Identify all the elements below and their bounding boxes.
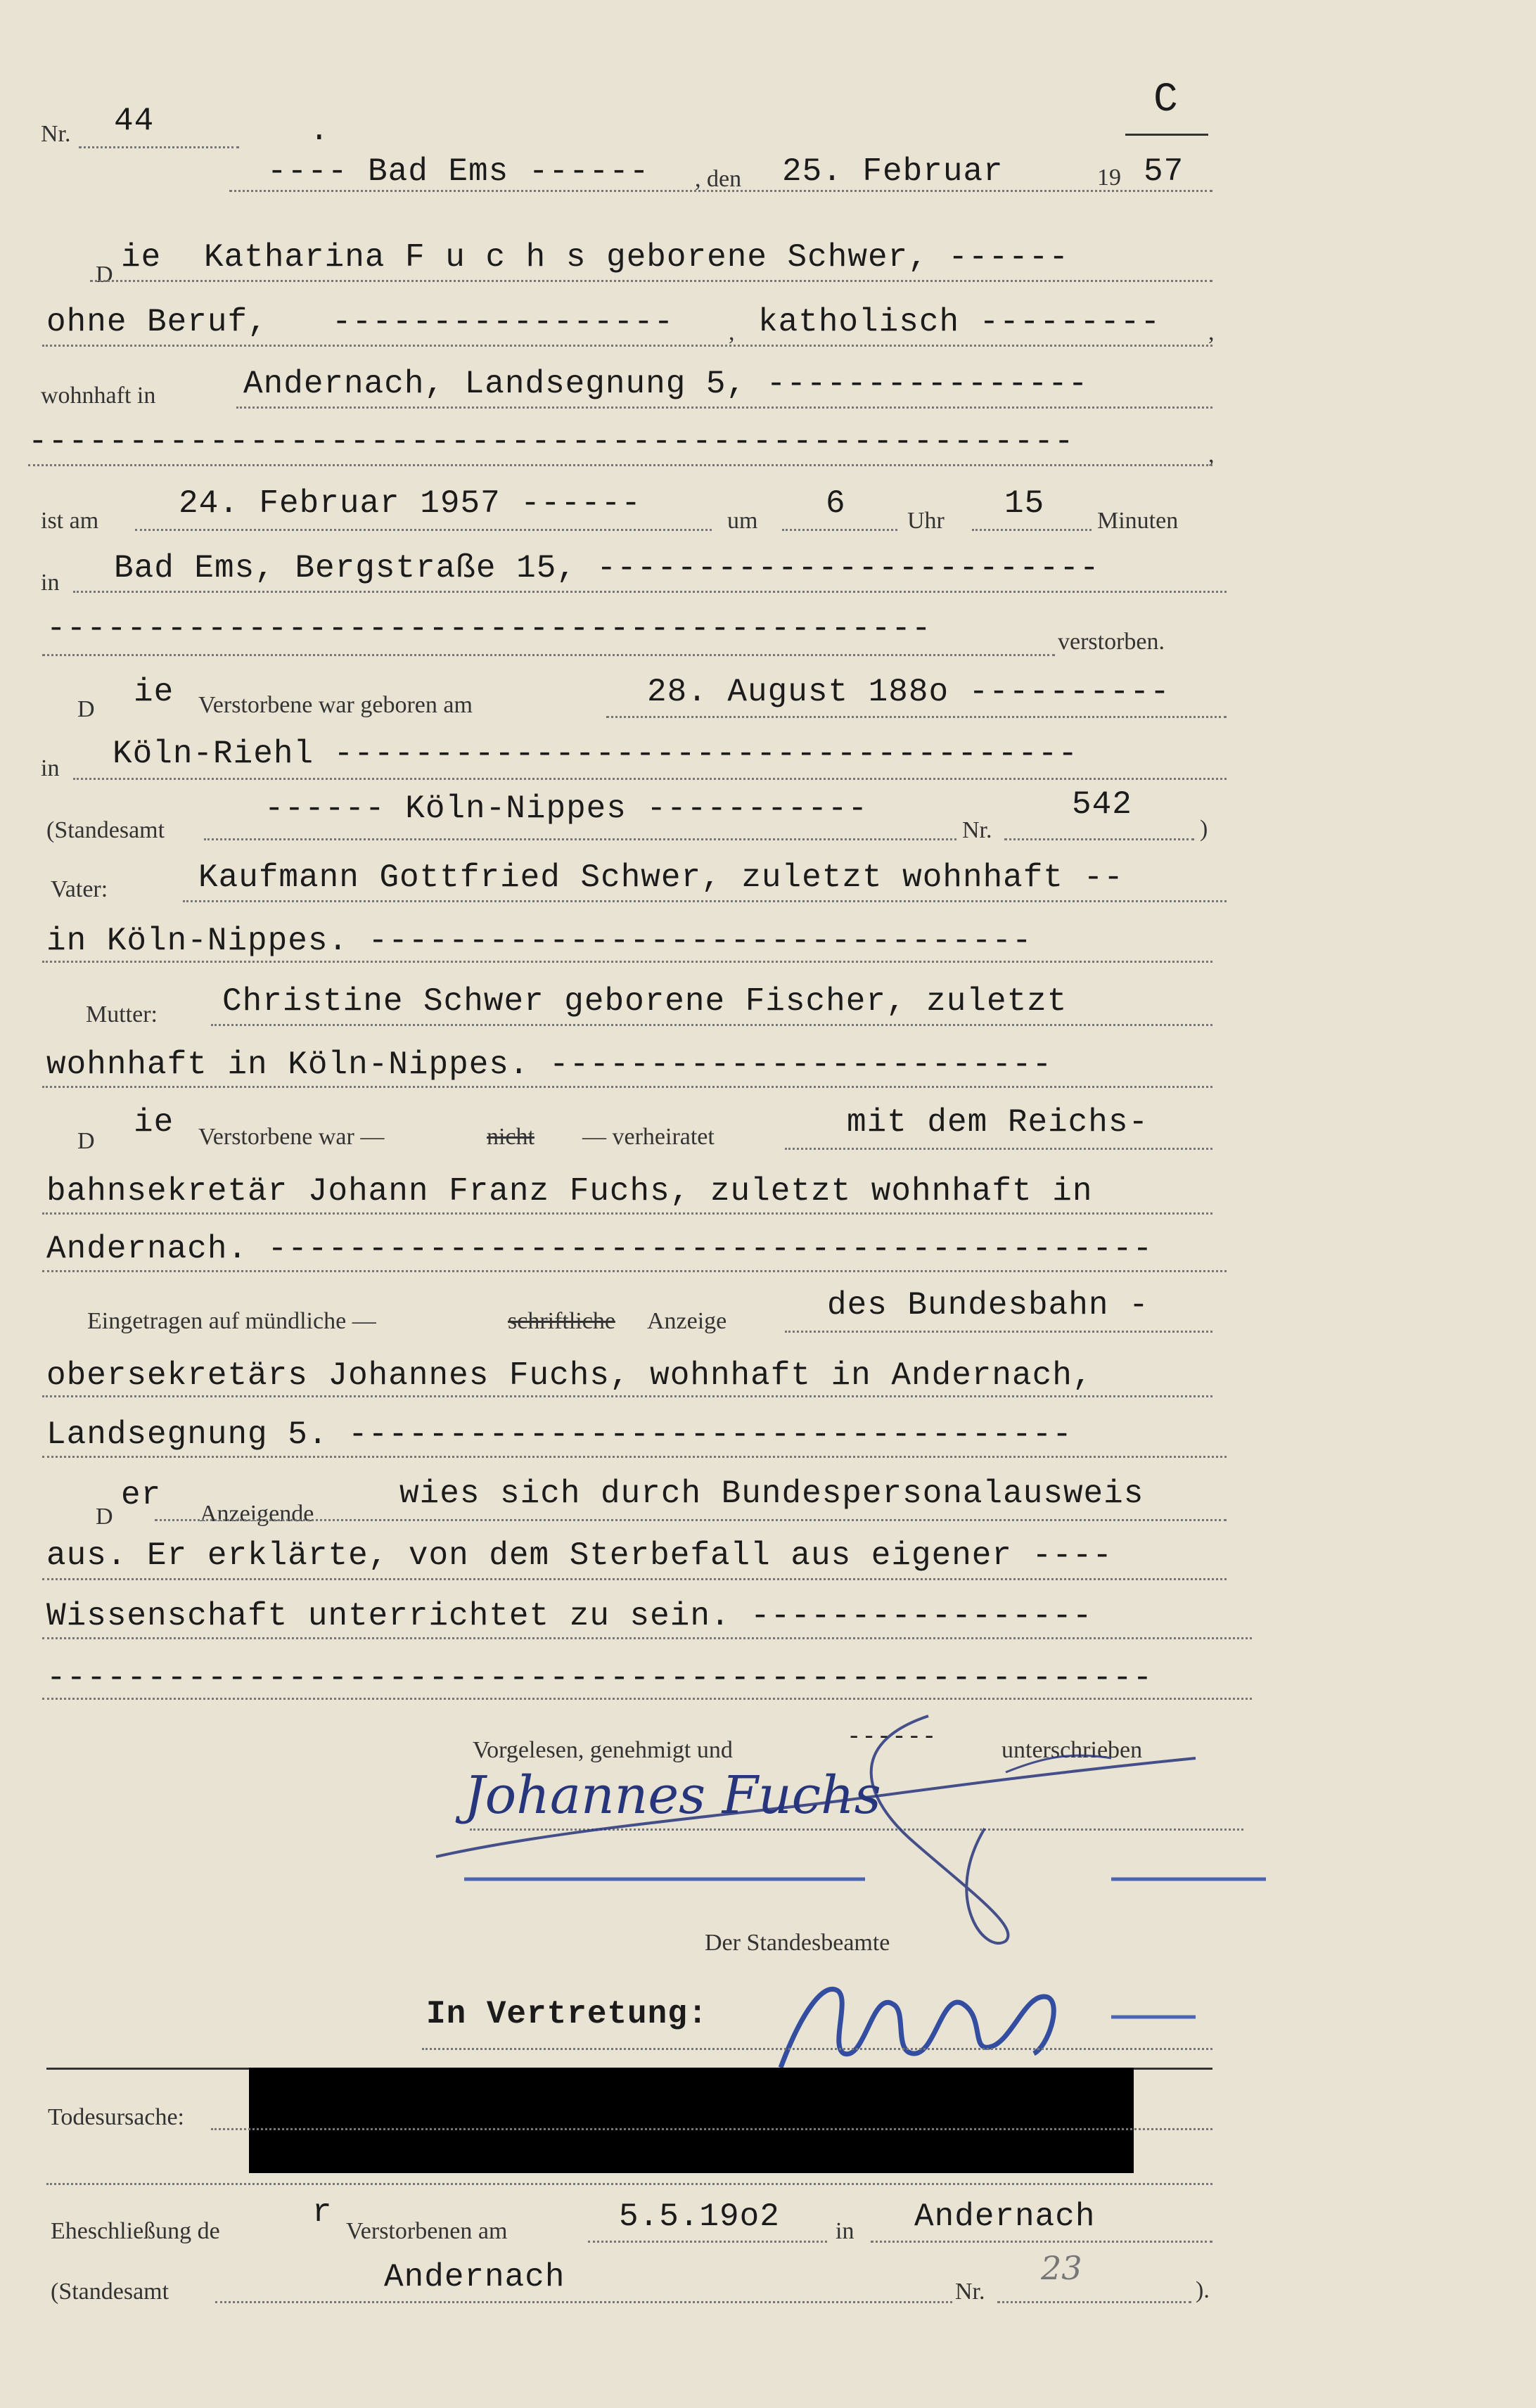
religion: katholisch --------- (758, 304, 1161, 340)
birth-place: Köln-Riehl ------------------------------------- (113, 736, 1079, 772)
birth-d-suffix: ie (134, 674, 174, 710)
mutter-label: Mutter: (86, 1001, 158, 1027)
marriage-label-a: Verstorbene war — (198, 1124, 385, 1150)
person-d-suffix: ie (121, 239, 162, 276)
header-dot-mark: . (309, 113, 330, 149)
registration-label-struck: schriftliche (508, 1308, 615, 1334)
vater-label: Vater: (51, 876, 108, 902)
comma-mark: , (729, 319, 735, 345)
marriage-label-struck: nicht (487, 1124, 535, 1150)
birth-close-paren: ) (1200, 816, 1208, 842)
marriage-date-dotted-line (588, 2241, 827, 2243)
birth-label: Verstorbene war geboren am (198, 692, 473, 718)
birth-record-number: 542 (1072, 786, 1132, 823)
redacted-cause-of-death (249, 2068, 1134, 2173)
informant-d-prefix: D (96, 1504, 113, 1530)
marriage-in-label: in (836, 2218, 855, 2244)
minuten-label: Minuten (1097, 508, 1179, 534)
nr-label: Nr. (41, 121, 71, 147)
marriage-close-paren: ). (1196, 2277, 1210, 2303)
registration-line-3: Landsegnung 5. ------------------------------------ (46, 1416, 1073, 1453)
death-in-label: in (41, 570, 60, 596)
residence-continuation-dashes: ---------------------------------------------------- (28, 423, 1075, 460)
birth-date: 28. August 188o ---------- (647, 674, 1170, 710)
registration-line-2: obersekretärs Johannes Fuchs, wohnhaft in Andernach, (46, 1357, 1093, 1394)
informant-line-3: Wissenschaft unterrichtet zu sein. ----------------- (46, 1598, 1093, 1634)
year-prefix: 19 (1097, 165, 1121, 191)
father-line-1: Kaufmann Gottfried Schwer, zuletzt wohnhaft -- (198, 859, 1124, 896)
cause-dotted-line-2 (46, 2183, 1212, 2185)
record-number: 44 (114, 103, 155, 139)
birth-nr-label: Nr. (962, 817, 992, 843)
marriage-line-2: bahnsekretär Johann Franz Fuchs, zuletzt wohnhaft in (46, 1173, 1093, 1210)
marriage-date: 5.5.19o2 (619, 2198, 780, 2235)
informant-signature: Johannes Fuchs (464, 1765, 881, 1826)
registry-place: ---- Bad Ems ------ (267, 153, 650, 190)
todesursache-label: Todesursache: (48, 2104, 184, 2130)
informant-line-2: aus. Er erklärte, von dem Sterbefall aus eigener ---- (46, 1537, 1113, 1574)
informant-line-1: wies sich durch Bundespersonalausweis (399, 1475, 1144, 1512)
marriage-place-dotted-line (871, 2241, 1212, 2243)
verstorben-label: verstorben. (1058, 629, 1165, 655)
comma-mark-end: , (1208, 319, 1215, 345)
marriage-nr-dotted-line (997, 2301, 1191, 2303)
residence: Andernach, Landsegnung 5, ---------------- (243, 366, 1089, 402)
registration-label-a: Eingetragen auf mündliche — (87, 1308, 376, 1334)
year-suffix: 57 (1144, 153, 1184, 190)
birth-in-label: in (41, 755, 60, 781)
vorgelesen-label-b: unterschrieben (1001, 1737, 1143, 1763)
vorgelesen-label-a: Vorgelesen, genehmigt und (473, 1737, 733, 1763)
uhr-label: Uhr (907, 508, 945, 534)
death-place-continuation: -------------------------------------------- (46, 610, 932, 647)
marriage-label-b: — verheiratet (582, 1124, 715, 1150)
marriage-standesamt-label: (Standesamt (51, 2279, 169, 2305)
wohnhaft-label: wohnhaft in (41, 383, 156, 409)
marriage-d-prefix: D (77, 1128, 95, 1154)
ist-am-label: ist am (41, 508, 99, 534)
marriage-registry-office: Andernach (384, 2259, 565, 2295)
mother-line-2: wohnhaft in Köln-Nippes. ------------------------- (46, 1046, 1053, 1083)
marriage-d-suffix: ie (134, 1104, 174, 1141)
occupation: ohne Beruf, (46, 304, 268, 340)
register-letter: C (1153, 77, 1179, 123)
registration-line-1: des Bundesbahn - (827, 1287, 1149, 1324)
informant-line-4: ------------------------------------------------------- (46, 1660, 1153, 1696)
death-hour: 6 (826, 485, 846, 522)
marriage-line-1: mit dem Reichs- (847, 1104, 1149, 1141)
mother-line-1: Christine Schwer geborene Fischer, zuletzt (222, 983, 1068, 1020)
death-place: Bad Ems, Bergstraße 15, ------------------------- (114, 550, 1100, 587)
registry-date: 25. Februar (782, 153, 1004, 190)
marriage-registry-dotted-line (215, 2301, 952, 2303)
eheschliessung-label-b: Verstorbenen am (346, 2218, 508, 2244)
standesamt-label: (Standesamt (46, 817, 165, 843)
den-label: , den (695, 166, 742, 192)
occupation-dashes: ----------------- (332, 304, 674, 340)
vorgelesen-dashes: ------ (847, 1724, 937, 1751)
eheschliessung-label-r: r (312, 2194, 333, 2231)
marriage-record-number: 23 (1041, 2249, 1082, 2287)
birth-registry-office: ------ Köln-Nippes ----------- (264, 790, 869, 827)
deceased-name: Katharina F u c h s geborene Schwer, ------ (204, 239, 1069, 276)
marriage-place: Andernach (914, 2198, 1096, 2235)
marriage-line-3: Andernach. -------------------------------------------- (46, 1231, 1153, 1267)
um-label: um (727, 508, 758, 534)
person-d-prefix: D (96, 262, 113, 288)
marriage-nr-label: Nr. (955, 2279, 985, 2305)
birth-d-prefix: D (77, 696, 95, 722)
informant-d-suffix: er (121, 1477, 162, 1513)
eheschliessung-label-a: Eheschließung de (51, 2218, 220, 2244)
informant-label: Anzeigende (200, 1501, 314, 1527)
official-signature-dotted-line (422, 2048, 1212, 2050)
death-date: 24. Februar 1957 ------ (179, 485, 641, 522)
standesbeamte-label: Der Standesbeamte (705, 1930, 890, 1956)
death-minutes: 15 (1004, 485, 1045, 522)
registration-label-b: Anzeige (647, 1308, 727, 1334)
in-vertretung-label: In Vertretung: (426, 1996, 708, 2032)
cause-dotted-line (211, 2128, 1212, 2130)
comma-mark-res: , (1208, 442, 1215, 468)
father-line-2: in Köln-Nippes. --------------------------------- (46, 923, 1032, 959)
